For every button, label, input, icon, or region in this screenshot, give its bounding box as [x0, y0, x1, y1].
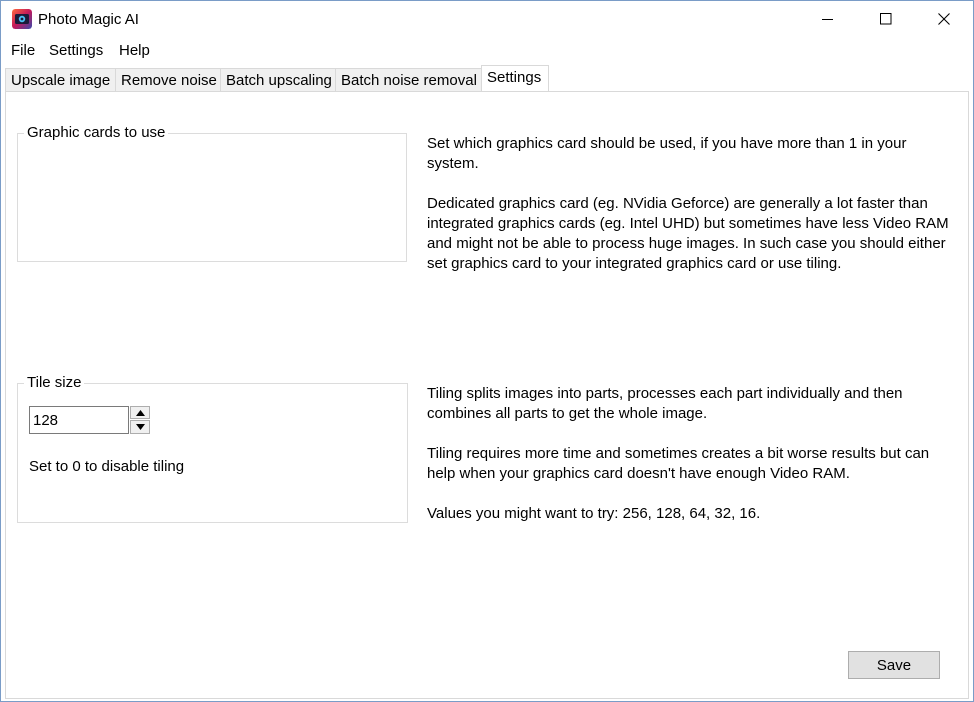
tile-size-input[interactable]: [29, 406, 129, 434]
window-title: Photo Magic AI: [38, 11, 139, 28]
close-icon: [938, 13, 950, 25]
tile-size-spinner[interactable]: [29, 406, 150, 434]
maximize-icon: [880, 13, 892, 25]
minimize-icon: [822, 13, 834, 25]
minimize-button[interactable]: [805, 1, 851, 37]
graphics-cards-list[interactable]: [20, 146, 404, 259]
tab-settings[interactable]: Settings: [481, 65, 549, 93]
save-button[interactable]: Save: [848, 651, 940, 679]
tab-batch-noise-removal[interactable]: Batch noise removal: [335, 68, 482, 92]
tile-size-group: [17, 374, 408, 523]
tab-remove-noise[interactable]: Remove noise: [115, 68, 221, 92]
graphics-info-paragraph: Dedicated graphics card (eg. NVidia Geforce) are generally a lot faster than integrated graphics cards (eg. Intel UHD) but sometimes have less Video RAM and might not be able to process huge images. In such case you should either set graphics card to your integrated graphics card or use tiling.: [427, 195, 949, 272]
tab-upscale-image[interactable]: Upscale image: [5, 68, 116, 92]
graphics-info: [427, 134, 957, 294]
menu-settings[interactable]: Settings: [49, 42, 104, 59]
spin-down-button[interactable]: [130, 420, 150, 434]
arrow-down-icon: [136, 424, 145, 430]
tiling-info-paragraph: Tiling requires more time and sometimes creates a bit worse results but can help when your graphics card doesn't have enough Video RAM.: [427, 445, 930, 482]
tiling-info-paragraph: Values you might want to try: 256, 128, 64, 32, 16.: [427, 505, 761, 522]
photo-magic-app-icon: [12, 9, 32, 29]
maximize-button[interactable]: [863, 1, 909, 37]
graphics-cards-group: [17, 124, 407, 262]
tab-strip: [1, 65, 973, 92]
spin-up-button[interactable]: [130, 406, 150, 419]
title-bar: [1, 1, 973, 37]
tab-batch-upscaling[interactable]: Batch upscaling: [220, 68, 336, 92]
tiling-info-paragraph: Tiling splits images into parts, processes each part individually and then combines all parts to get the whole image.: [427, 385, 903, 422]
menu-help[interactable]: Help: [119, 42, 150, 59]
graphics-info-paragraph: Set which graphics card should be used, if you have more than 1 in your system.: [427, 135, 907, 172]
tile-size-group-label: Tile size: [24, 374, 84, 391]
close-button[interactable]: [921, 1, 967, 37]
tiling-hint: Set to 0 to disable tiling: [29, 458, 185, 475]
graphics-cards-group-label: Graphic cards to use: [24, 124, 168, 141]
tiling-info: [427, 384, 957, 544]
menu-bar: [1, 39, 973, 63]
menu-file[interactable]: File: [11, 42, 36, 59]
arrow-up-icon: [136, 410, 145, 416]
